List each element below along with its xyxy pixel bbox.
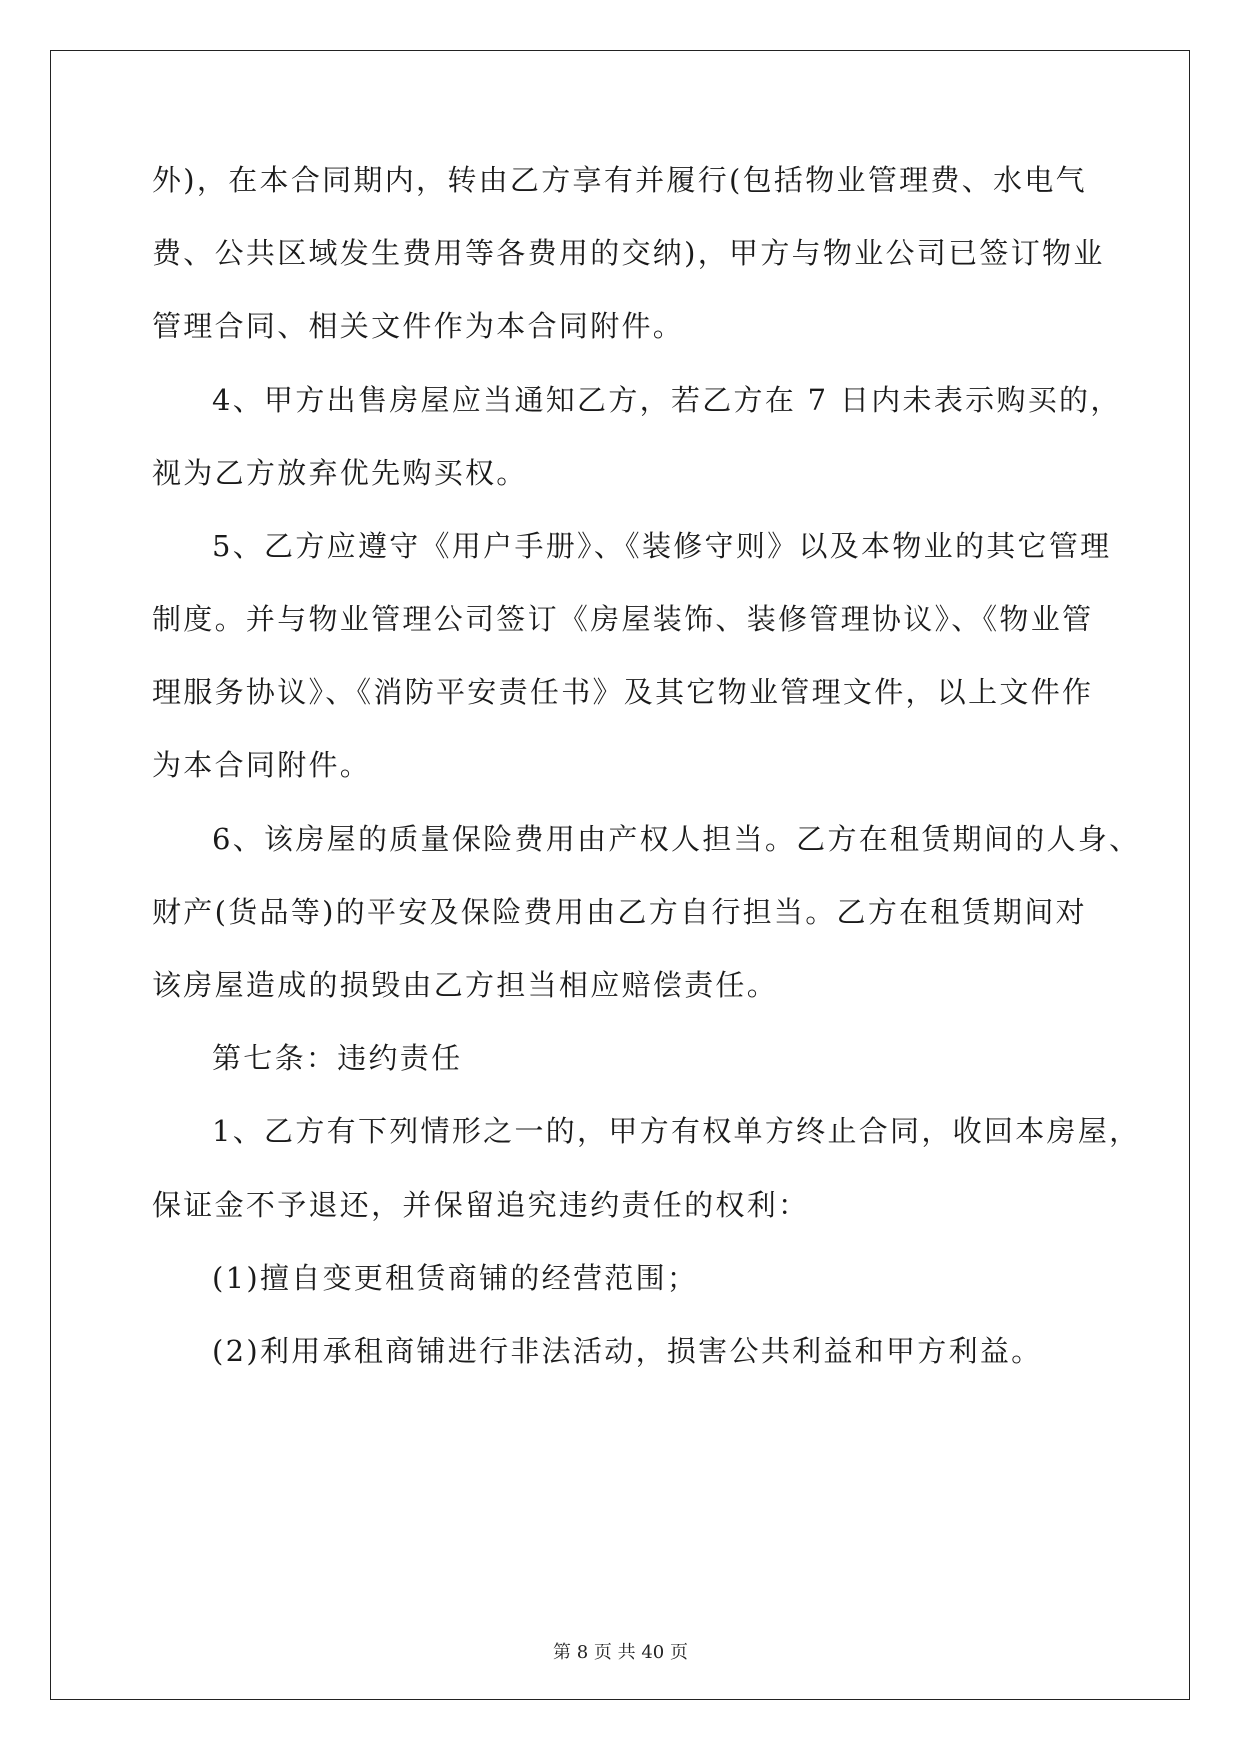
text-line: 制度。并与物业管理公司签订《房屋装饰、装修管理协议》、《物业管 bbox=[152, 602, 1094, 636]
text-line: 为本合同附件。 bbox=[152, 748, 372, 782]
paragraph-start: 4、甲方出售房屋应当通知乙方，若乙方在 7 日内未表示购买的， bbox=[212, 383, 1122, 417]
text-line: 外)，在本合同期内，转由乙方享有并履行(包括物业管理费、水电气 bbox=[152, 163, 1087, 197]
text-line: 该房屋造成的损毁由乙方担当相应赔偿责任。 bbox=[152, 968, 779, 1002]
text-line: 财产(货品等)的平安及保险费用由乙方自行担当。乙方在租赁期间对 bbox=[152, 895, 1087, 929]
text-line: 保证金不予退还，并保留追究违约责任的权利： bbox=[152, 1188, 810, 1222]
page-number: 第 8 页 共 40 页 bbox=[553, 1642, 688, 1663]
paragraph-start: 6、该房屋的质量保险费用由产权人担当。乙方在租赁期间的人身、 bbox=[212, 822, 1141, 856]
paragraph-start: 1、乙方有下列情形之一的，甲方有权单方终止合同，收回本房屋， bbox=[212, 1114, 1141, 1148]
text-line: 费、公共区域发生费用等各费用的交纳)，甲方与物业公司已签订物业 bbox=[152, 236, 1105, 270]
list-item: (2)利用承租商铺进行非法活动，损害公共利益和甲方利益。 bbox=[212, 1334, 1043, 1368]
text-line: 视为乙方放弃优先购买权。 bbox=[152, 456, 528, 490]
text-line: 理服务协议》、《消防平安责任书》及其它物业管理文件，以上文件作 bbox=[152, 675, 1094, 709]
paragraph-start: 5、乙方应遵守《用户手册》、《装修守则》以及本物业的其它管理 bbox=[212, 529, 1112, 563]
list-item: (1)擅自变更租赁商铺的经营范围； bbox=[212, 1261, 699, 1295]
page-border bbox=[50, 50, 1190, 1700]
text-line: 管理合同、相关文件作为本合同附件。 bbox=[152, 309, 685, 343]
section-heading: 第七条：违约责任 bbox=[212, 1041, 463, 1075]
